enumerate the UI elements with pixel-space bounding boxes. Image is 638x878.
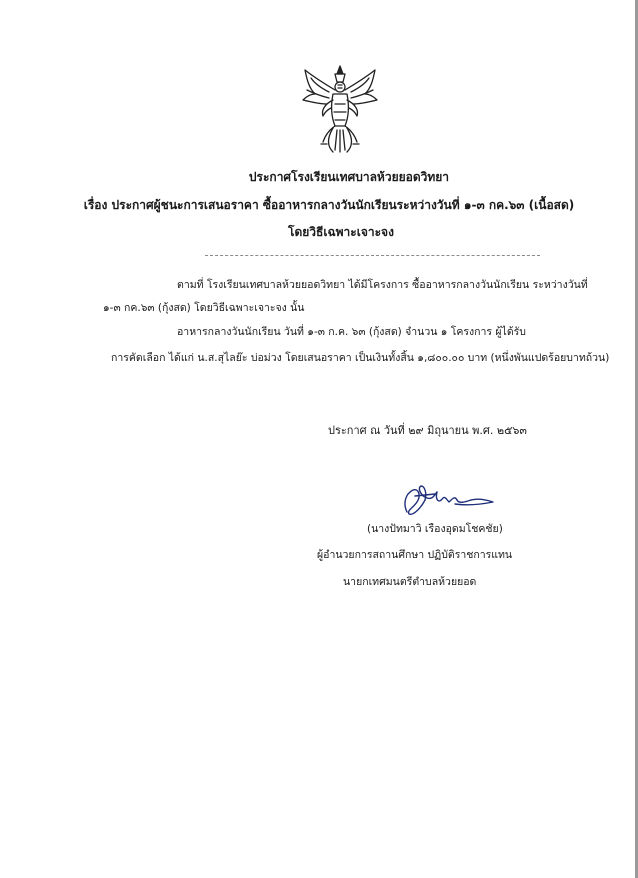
body-line-4: การคัดเลือก ได้แก่ น.ส.สุไลย๊ะ บ่อม่วง โดยเสนอราคา เป็นเงินทั้งสิ้น ๑,๘๐๐.๐๐ บาท (หนึ่งพันแปดร้อยบาทถ้วน) <box>111 352 610 364</box>
signatory-authority: นายกเทศมนตรีตำบลห้วยยอด <box>343 576 477 588</box>
body-line-1: ตามที่ โรงเรียนเทศบาลห้วยยอดวิทยา ได้มีโครงการ ซื้ออาหารกลางวันนักเรียน ระหว่างวันที่ <box>177 279 588 291</box>
signatory-name: (นางปัทมาวิ เรืองอุดมโชคชัย) <box>367 523 503 535</box>
garuda-emblem-icon <box>297 64 383 154</box>
announce-date: ประกาศ ณ วันที่ ๒๙ มิถุนายน พ.ศ. ๒๕๖๓ <box>328 424 527 437</box>
page-title: ประกาศโรงเรียนเทศบาลห้วยยอดวิทยา <box>248 170 450 184</box>
body-line-3: อาหารกลางวันนักเรียน วันที่ ๑-๓ ก.ค. ๖๓ (กุ้งสด) จำนวน ๑ โครงการ ผู้ได้รับ <box>177 326 526 338</box>
body-line-2: ๑-๓ กค.๖๓ (กุ้งสด) โดยวิธีเฉพาะเจาะจง นั้น <box>103 302 305 314</box>
dashed-divider <box>205 255 540 256</box>
signatory-position: ผู้อำนวยการสถานศึกษา ปฏิบัติราชการแทน <box>317 549 513 561</box>
method-line: โดยวิธีเฉพาะเจาะจง <box>288 225 394 239</box>
handwritten-signature <box>395 482 495 520</box>
subject-line: เรื่อง ประกาศผู้ชนะการเสนอราคา ซื้ออาหารกลางวันนักเรียนระหว่างวันที่ ๑-๓ กค.๖๓ (เนื้อสด) <box>83 198 575 212</box>
